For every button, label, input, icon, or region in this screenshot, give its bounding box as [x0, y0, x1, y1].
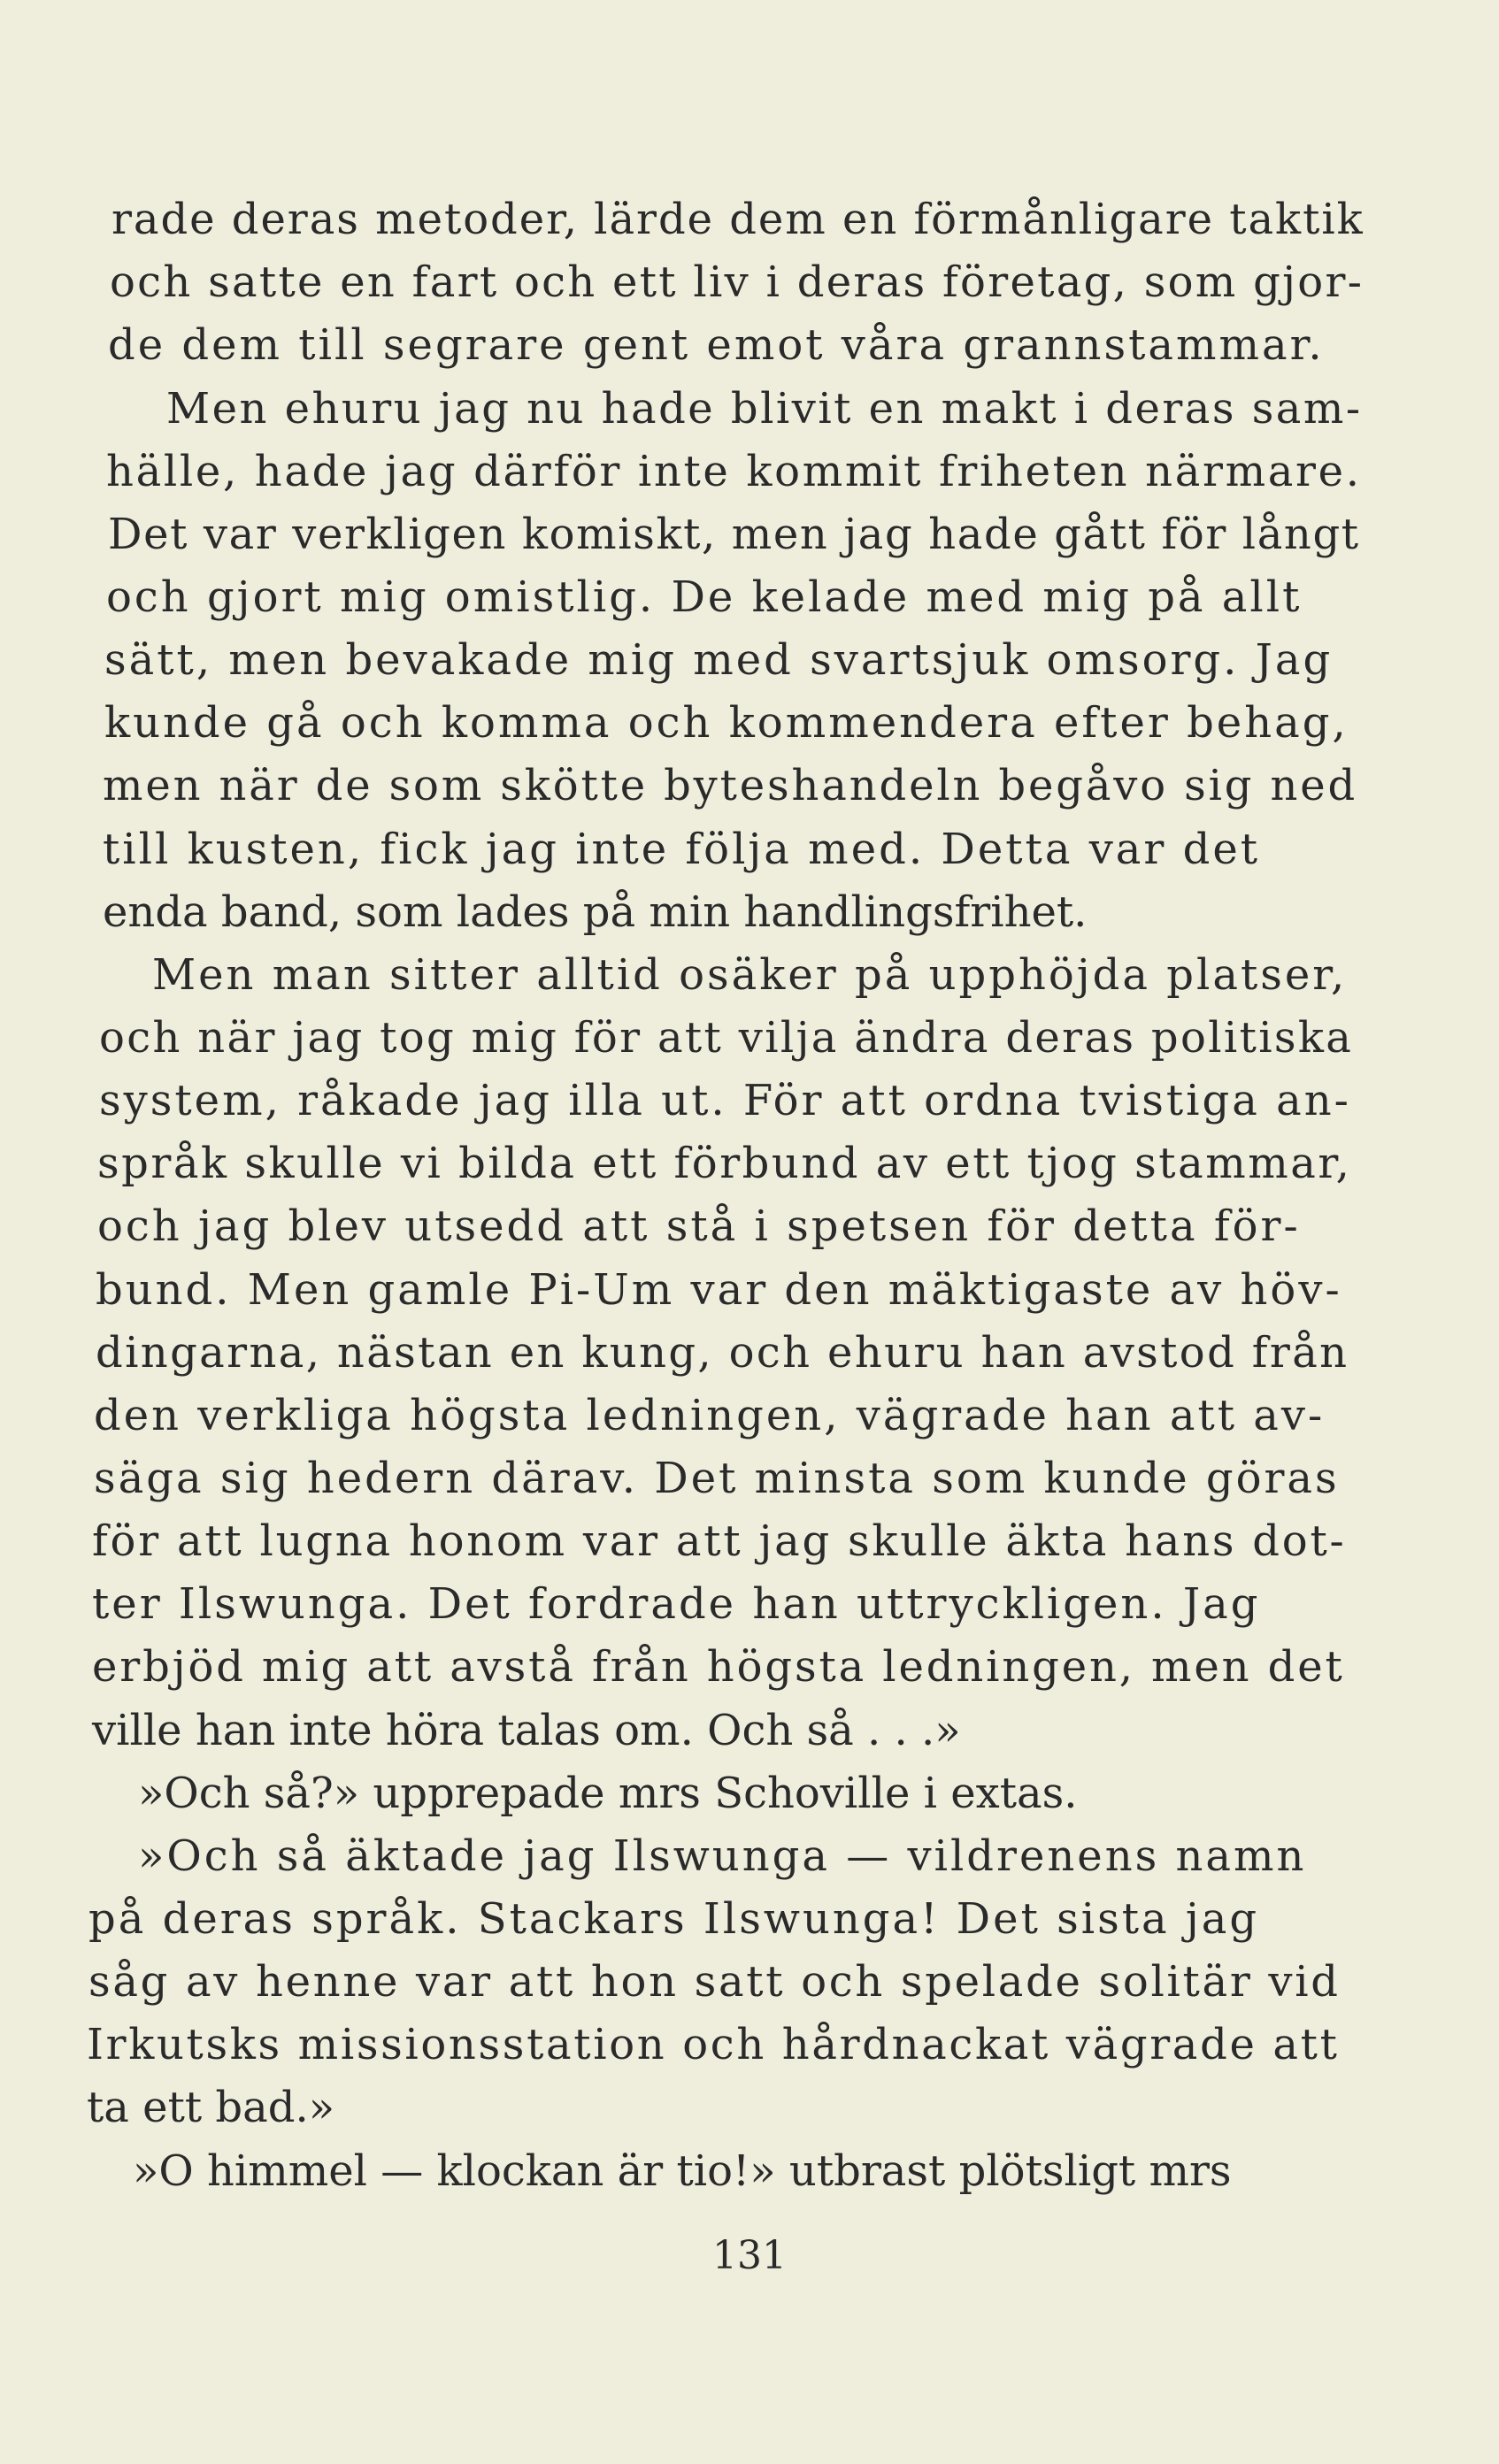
text-line-20: den verkliga högsta ledningen, vägrade han att av- [94, 1391, 1326, 1440]
text-line-14: och när jag tog mig för att vilja ändra deras politiska [99, 1013, 1354, 1063]
text-line-18: bund. Men gamle Pi-Um var den mäktigaste av höv- [96, 1265, 1342, 1315]
text-line-21: säga sig hedern därav. Det minsta som kunde göras [94, 1454, 1340, 1503]
text-line-7: och gjort mig omistlig. De kelade med mig på allt [106, 572, 1303, 622]
text-line-5: hälle, hade jag därför inte kommit friheten närmare. [106, 447, 1362, 496]
text-line-6: Det var verkligen komiskt, men jag hade gått för långt [108, 510, 1360, 559]
text-line-31: ta ett bad.» [87, 2083, 335, 2132]
text-line-3: de dem till segrare gent emot våra grannstammar. [108, 320, 1325, 370]
text-line-24: erbjöd mig att avstå från högsta ledningen, men det [92, 1642, 1345, 1692]
text-line-4: Men ehuru jag nu hade blivit en makt i deras sam- [166, 384, 1363, 434]
text-line-28: på deras språk. Stackars Ilswunga! Det sista jag [88, 1894, 1260, 1944]
text-line-1: rade deras metoder, lärde dem en förmånligare taktik [111, 195, 1364, 244]
page-number: 131 [712, 2233, 787, 2278]
text-line-23: ter Ilswunga. Det fordrade han uttryckligen. Jag [92, 1579, 1261, 1629]
text-line-13: Men man sitter alltid osäker på upphöjda platser, [152, 950, 1348, 1000]
text-line-17: och jag blev utsedd att stå i spetsen för detta för- [97, 1201, 1301, 1251]
text-line-12: enda band, som lades på min handlingsfrihet. [103, 887, 1088, 937]
text-line-30: Irkutsks missionsstation och hårdnackat vägrade att [87, 2020, 1340, 2069]
text-line-11: till kusten, fick jag inte följa med. Detta var det [103, 825, 1261, 874]
text-line-16: språk skulle vi bilda ett förbund av ett tjog stammar, [97, 1139, 1352, 1188]
text-line-8: sätt, men bevakade mig med svartsjuk omsorg. Jag [104, 635, 1334, 685]
text-line-27: »Och så äktade jag Ilswunga — vildrenens namn [138, 1831, 1307, 1881]
text-line-10: men när de som skötte byteshandeln begåvo sig ned [103, 761, 1358, 810]
text-line-26: »Och så?» upprepade mrs Schoville i extas. [138, 1769, 1078, 1818]
text-line-29: såg av henne var att hon satt och spelade solitär vid [88, 1957, 1341, 2007]
text-line-25: ville han inte höra talas om. Och så . . .» [92, 1706, 961, 1755]
text-line-22: för att lugna honom var att jag skulle äkta hans dot- [92, 1516, 1347, 1566]
text-line-15: system, råkade jag illa ut. För att ordna tvistiga an- [99, 1076, 1351, 1125]
text-line-2: och satte en fart och ett liv i deras företag, som gjor- [110, 257, 1364, 307]
text-line-9: kunde gå och komma och kommendera efter behag, [104, 698, 1349, 748]
text-line-19: dingarna, nästan en kung, och ehuru han avstod från [96, 1328, 1349, 1378]
text-line-32: »O himmel — klockan är tio!» utbrast plötsligt mrs [133, 2146, 1232, 2196]
